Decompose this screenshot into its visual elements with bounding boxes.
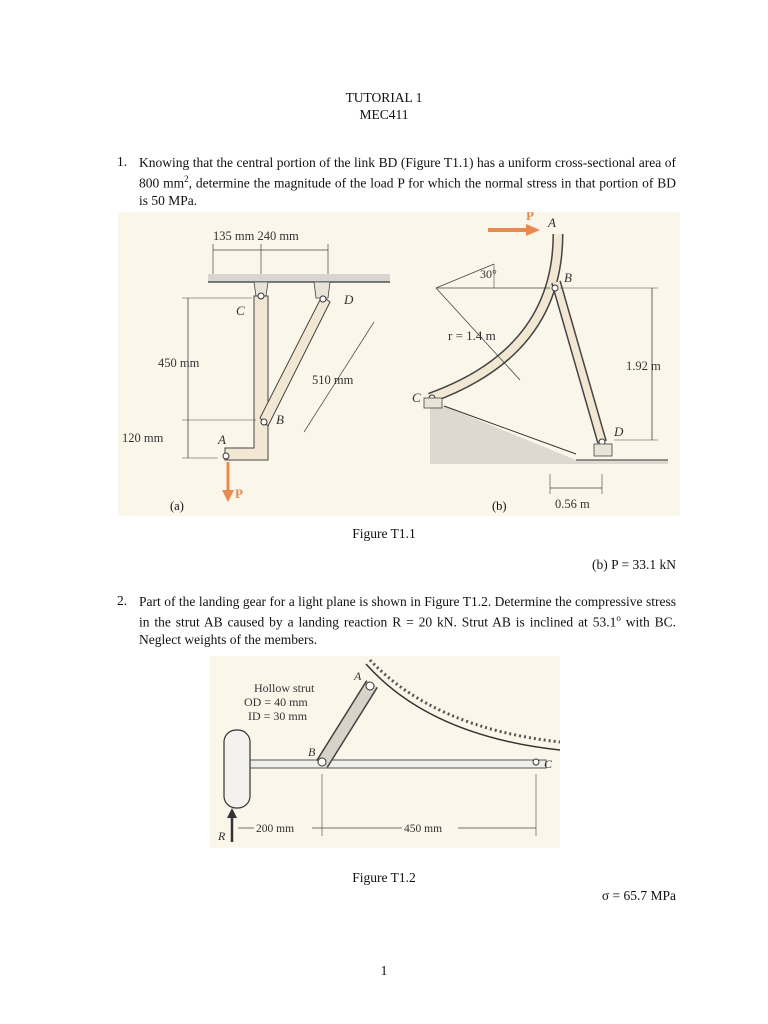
- reaction-r-label: R: [218, 829, 226, 843]
- point-b-label-b: B: [564, 270, 572, 285]
- question-1-answer: (b) P = 33.1 kN: [592, 557, 676, 572]
- question-2-text-b: with BC. Neglect weights of the members.: [139, 614, 676, 647]
- point-b-label-2: B: [308, 745, 316, 759]
- axle-bc: [246, 760, 546, 768]
- point-d-label: D: [344, 292, 354, 307]
- support-c: [424, 398, 442, 408]
- dim-120-label: 120 mm: [122, 431, 164, 445]
- point-a-label-b: A: [548, 215, 556, 230]
- wheel: [224, 730, 250, 808]
- question-1-text-b: , determine the magnitude of the load P for which the normal stress in that portion of BD is 50 MPa.: [139, 175, 676, 208]
- point-b-label: B: [276, 412, 284, 427]
- question-1-text-a: Knowing that the central portion of the link BD (Figure T1.1) has a uniform cross-sectional area of 800 mm: [139, 155, 676, 191]
- dim-top-label: 135 mm 240 mm: [213, 229, 299, 243]
- dim-200-label: 200 mm: [256, 823, 295, 835]
- width-label: 0.56 m: [555, 497, 590, 511]
- support-d: [594, 444, 612, 456]
- point-c-label-b: C: [412, 390, 421, 405]
- point-a-label-2: A: [354, 669, 362, 683]
- dim-450-label: 450 mm: [158, 356, 200, 370]
- fig-b-sublabel: (b): [492, 499, 507, 513]
- page-title: TUTORIAL 1: [345, 90, 423, 105]
- ceiling-support: [208, 274, 390, 282]
- fig-a-sublabel: (a): [170, 499, 184, 513]
- strut-title: Hollow strut: [254, 681, 315, 695]
- load-p-label: P: [235, 486, 243, 501]
- figure-t1-1a: [118, 212, 408, 516]
- question-2-answer: σ = 65.7 MPa: [601, 888, 676, 903]
- question-1-superscript: 2: [184, 174, 189, 184]
- point-c-label-2: C: [544, 757, 553, 771]
- dim-450-label-2: 450 mm: [404, 823, 443, 835]
- angle-label: 30°: [480, 267, 497, 281]
- question-2-number: 2.: [117, 593, 128, 608]
- dim-510-label: 510 mm: [312, 373, 354, 387]
- load-p-label-b: P: [526, 212, 534, 223]
- figure-t1-2: [210, 656, 560, 848]
- point-d-label-b: D: [614, 424, 624, 439]
- page-number: 1: [380, 963, 388, 978]
- radius-label: r = 1.4 m: [448, 328, 496, 343]
- figure-t1-2-caption: Figure T1.2: [352, 870, 416, 885]
- point-a-label: A: [218, 432, 226, 447]
- question-1-number: 1.: [117, 154, 128, 169]
- height-label: 1.92 m: [626, 359, 661, 373]
- strut-od: OD = 40 mm: [244, 695, 308, 709]
- question-2-superscript: o: [616, 613, 621, 623]
- point-c-label: C: [236, 303, 245, 318]
- question-1-text: [139, 154, 676, 209]
- figure-t1-1-caption: Figure T1.1: [352, 526, 416, 541]
- question-2-text-a: Part of the landing gear for a light plane is shown in Figure T1.2. Determine the compressive stress in the strut AB caused by a landing reaction R = 20 kN. Strut AB is inclined at 53.1: [139, 594, 676, 630]
- figure-t1-1b: [408, 212, 680, 516]
- course-code: MEC411: [359, 107, 409, 122]
- question-2-text: [139, 593, 676, 648]
- strut-id: ID = 30 mm: [248, 709, 308, 723]
